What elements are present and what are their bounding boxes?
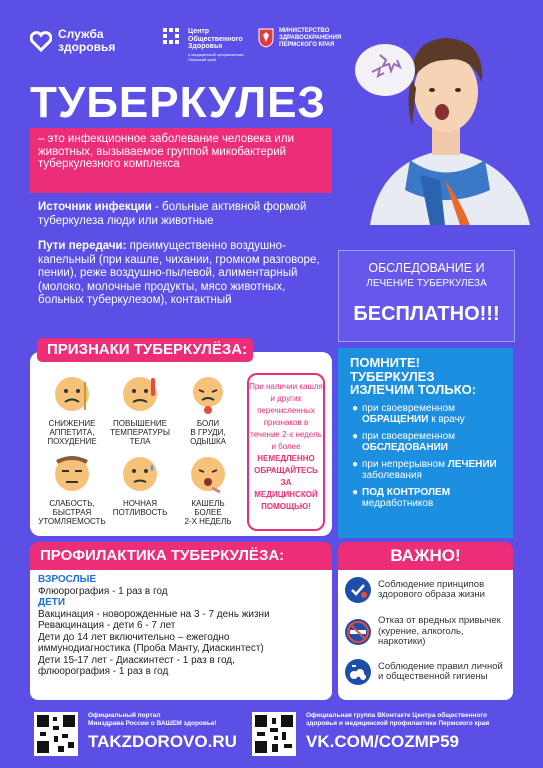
remember-title-line1: ПОМНИТЕ!: [350, 355, 420, 370]
children-header: ДЕТИ: [38, 597, 66, 608]
remember-item: [338, 403, 513, 425]
transmission-routes-label: Пути передачи:: [38, 240, 127, 252]
footer-right-caption: Официальная группа ВКонтакте Центра общественного здоровья и медицинской профилактики Пермского края: [306, 712, 490, 727]
children-line: Ревакцинация - дети 6 - 7 лет: [38, 620, 176, 631]
center-logo: [163, 28, 250, 62]
important-item-text: Соблюдение правил личной и общественной гигиены: [378, 660, 503, 682]
night-sweat-icon: [120, 454, 160, 494]
symptom-fever-label: ПОВЫШЕНИЕ ТЕМПЕРАТУРЫ ТЕЛА: [110, 419, 170, 446]
qr-code-icon: [252, 712, 296, 756]
service-logo-line2: здоровья: [58, 40, 116, 54]
footer-left-caption: Официальный портал Минздрава России о ВАШЕМ здоровье!: [88, 712, 217, 727]
page-title: ТУБЕРКУЛЕЗ: [30, 78, 326, 127]
bullet-icon: ●: [352, 458, 359, 470]
prevention-title: ПРОФИЛАКТИКА ТУБЕРКУЛЁЗА:: [30, 542, 332, 570]
chest-pain-icon: [188, 374, 228, 414]
symptom-night-sweat-label: НОЧНАЯ ПОТЛИВОСТЬ: [112, 499, 168, 517]
free-line1: ОБСЛЕДОВАНИЕ И: [368, 261, 485, 275]
children-line: Дети до 14 лет включительно – ежегодно: [38, 631, 230, 643]
important-title: ВАЖНО!: [338, 542, 513, 570]
important-item-text: Отказ от вредных привычек (курение, алкоголь, наркотики): [378, 615, 501, 647]
service-logo: [30, 28, 115, 54]
important-item-text: Соблюдение принципов здорового образа жизни: [378, 578, 485, 600]
service-logo-line1: Служба: [58, 27, 104, 41]
adults-line: Флюорография - 1 раз в год: [38, 585, 168, 597]
bullet-icon: ●: [352, 402, 359, 414]
infection-source-label: Источник инфекции: [38, 201, 152, 213]
remember-item-pre: при своевременном: [362, 430, 456, 442]
children-line: флюорография - 1 раз в год: [38, 666, 169, 677]
infection-source-text: - больные активной формой туберкулеза люди или животные: [38, 201, 307, 227]
symptom-appetite-label: СНИЖЕНИЕ АППЕТИТА, ПОХУДЕНИЕ: [47, 419, 97, 446]
appetite-loss-icon: [52, 374, 92, 414]
remember-item-pre: при непрерывном: [362, 458, 448, 470]
center-logo-line1: Центр: [188, 28, 210, 35]
symptom-chest-pain-label: БОЛИ В ГРУДИ, ОДЫШКА: [190, 419, 226, 446]
transmission-routes-text: преимущественно воздушно-капельный (при кашле, чихании, громком разговоре, пении), реже воздушно-пылевой, алиментарный (молоко, молочные продукты, мясо животных, больных туберкулезом), контактный: [38, 240, 320, 306]
important-item: [344, 658, 508, 686]
bullet-icon: ●: [352, 430, 359, 442]
notice-text: При наличии кашля и других перечисленных признаков в течение 2-х недель и более: [249, 382, 323, 451]
footer-left-link[interactable]: TAKZDOROVO.RU: [88, 732, 237, 751]
remember-box: [338, 348, 513, 538]
adults-header: ВЗРОСЛЫЕ: [38, 574, 97, 585]
center-logo-line3: Здоровья: [188, 43, 223, 50]
transmission-routes: [38, 240, 334, 308]
bullet-icon: ●: [352, 486, 359, 498]
ministry-line2: ЗДРАВООХРАНЕНИЯ: [279, 35, 342, 41]
symptom-cough-label: КАШЕЛЬ БОЛЕЕ 2-Х НЕДЕЛЬ: [184, 499, 232, 526]
remember-item-post: заболевания: [362, 469, 422, 481]
notice-bold-text: НЕМЕДЛЕННО ОБРАЩАЙТЕСЬ ЗА МЕДИЦИНСКОЙ ПОМОЩЬЮ!: [254, 454, 318, 511]
infection-source: [38, 201, 338, 228]
important-item: [344, 576, 508, 604]
footer-right-link[interactable]: VK.COM/COZMP59: [306, 732, 460, 751]
ministry-line1: МИНИСТЕРСТВО: [279, 28, 330, 34]
ministry-logo: [258, 28, 349, 49]
free-line2: ЛЕЧЕНИЕ ТУБЕРКУЛЕЗА: [366, 278, 487, 289]
remember-item: [338, 487, 513, 509]
important-card: [338, 570, 513, 700]
symptom-cough: [168, 454, 248, 526]
remember-item-bold: ОБСЛЕДОВАНИИ: [362, 441, 448, 453]
remember-title-line3: ИЗЛЕЧИМ ТОЛЬКО:: [350, 382, 477, 397]
remember-item: [338, 459, 513, 481]
fatigue-icon: [52, 454, 92, 494]
remember-item: [338, 431, 513, 453]
free-line3: БЕСПЛАТНО!!!: [353, 303, 500, 325]
free-treatment-box: [338, 250, 515, 342]
footer: [30, 708, 513, 763]
no-smoking-icon: [344, 618, 372, 646]
cough-icon: [188, 454, 228, 494]
important-item: [344, 616, 508, 648]
remember-item-bold: ОБРАЩЕНИИ: [362, 413, 429, 425]
children-line: иммунодиагностика (Проба Манту, Диаскинтест): [38, 643, 264, 654]
hygiene-icon: [344, 658, 372, 686]
remember-item-post: к врачу: [428, 413, 465, 425]
qr-code-icon: [34, 712, 78, 756]
definition-box: – это инфекционное заболевание человека или животных, вызываемое группой микобактерий туберкулезного комплекса: [30, 128, 332, 193]
coughing-person-illustration: [350, 10, 543, 225]
prevention-card: [30, 570, 332, 700]
remember-item-bold: ПОД КОНТРОЛЕМ: [362, 486, 451, 498]
children-line: Дети 15-17 лет - Диаскинтест - 1 раз в год,: [38, 654, 235, 666]
center-logo-line2: Общественного: [188, 35, 243, 43]
remember-item-pre: при своевременном: [362, 402, 456, 414]
center-logo-sub: и медицинской профилактики Пермский край: [188, 51, 244, 62]
grid-logo-icon: [163, 28, 183, 48]
crest-icon: [258, 28, 274, 48]
remember-title-line2: ТУБЕРКУЛЕЗ: [350, 368, 435, 384]
ministry-line3: ПЕРМСКОГО КРАЯ: [279, 42, 335, 48]
remember-item-bold: ЛЕЧЕНИИ: [447, 458, 497, 470]
remember-item-post: медработников: [362, 497, 434, 509]
signs-title: ПРИЗНАКИ ТУБЕРКУЛЁЗА:: [37, 338, 253, 362]
symptom-fatigue-label: СЛАБОСТЬ, БЫСТРАЯ УТОМЛЯЕМОСТЬ: [38, 499, 106, 526]
symptom-chest-pain: [168, 374, 248, 446]
heart-logo-icon: [30, 30, 52, 52]
seek-help-notice: [247, 373, 325, 531]
children-line: Вакцинация - новорожденные на 3 - 7 день жизни: [38, 608, 270, 620]
fever-icon: [120, 374, 160, 414]
healthy-lifestyle-icon: [344, 576, 372, 604]
